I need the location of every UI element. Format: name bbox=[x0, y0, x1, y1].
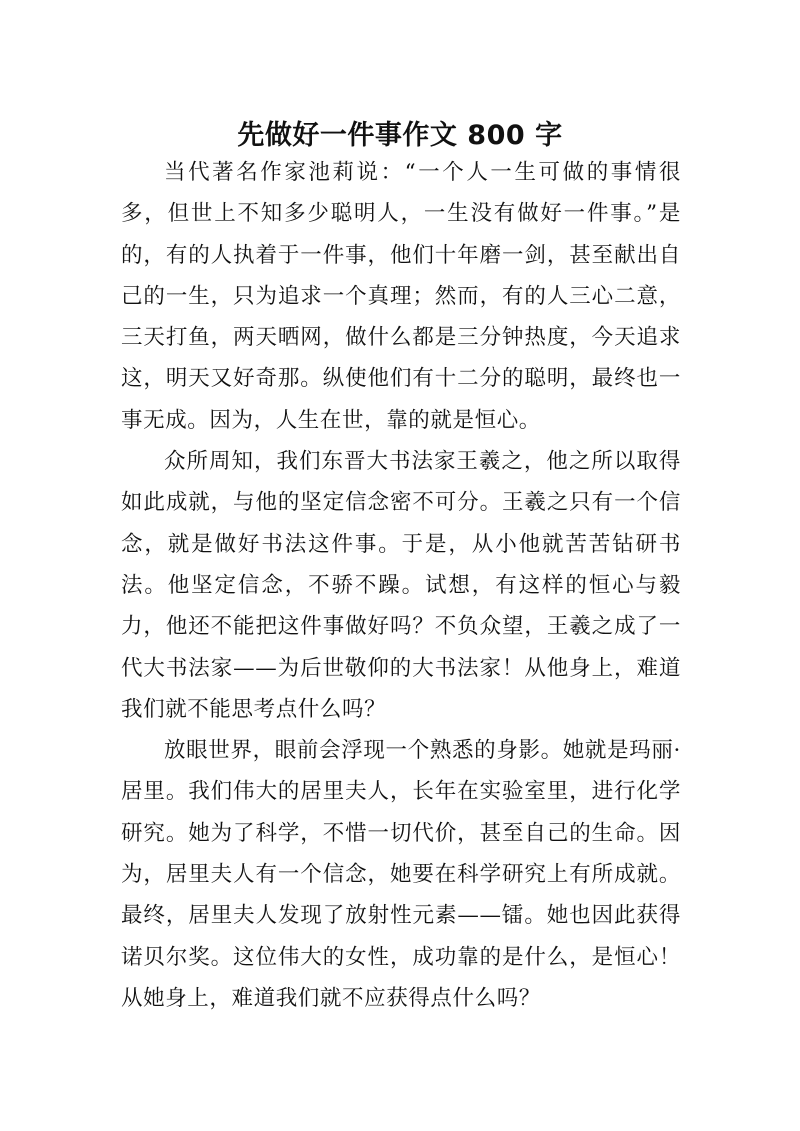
document-body bbox=[121, 152, 681, 1019]
paragraph-1: 当代著名作家池莉说：“一个人一生可做的事情很多，但世上不知多少聪明人，一生没有做好一件事。”是的，有的人执着于一件事，他们十年磨一剑，甚至献出自己的一生，只为追求一个真理；然而，有的人三心二意，三天打鱼，两天晒网，做什么都是三分钟热度，今天追求这，明天又好奇那。纵使他们有十二分的聪明，最终也一事无成。因为，人生在世，靠的就是恒心。 bbox=[121, 160, 681, 433]
paragraph-2: 众所周知，我们东晋大书法家王羲之，他之所以取得如此成就，与他的坚定信念密不可分。王羲之只有一个信念，就是做好书法这件事。于是，从小他就苦苦钻研书法。他坚定信念，不骄不躁。试想，有这样的恒心与毅力，他还不能把这件事做好吗？不负众望，王羲之成了一代大书法家——为后世敬仰的大书法家！从他身上，难道我们就不能思考点什么吗？ bbox=[121, 449, 681, 722]
document-title: 先做好一件事作文 800 字 bbox=[237, 120, 563, 152]
paragraph-3: 放眼世界，眼前会浮现一个熟悉的身影。她就是玛丽·居里。我们伟大的居里夫人，长年在实验室里，进行化学研究。她为了科学，不惜一切代价，甚至自己的生命。因为，居里夫人有一个信念，她要在科学研究上有所成就。最终，居里夫人发现了放射性元素——镭。她也因此获得诺贝尔奖。这位伟大的女性，成功靠的是什么，是恒心！从她身上，难道我们就不应获得点什么吗？ bbox=[121, 738, 681, 1011]
